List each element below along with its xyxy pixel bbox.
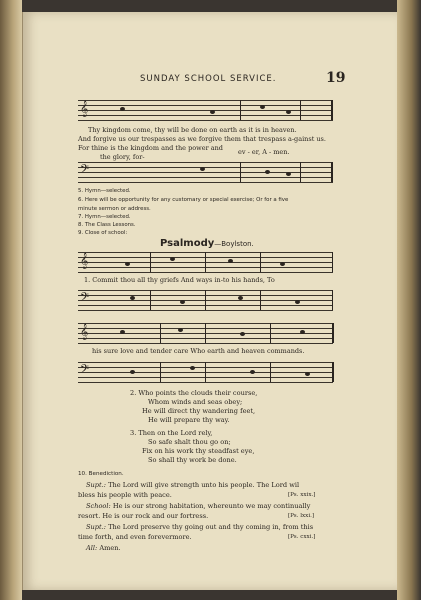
- resp-text: The Lord preserve thy going out and thy coming in, from this: [108, 523, 314, 531]
- hymn-title-main: Psalmody: [160, 238, 215, 249]
- resp-text: time forth, and even forevermore.: [78, 533, 192, 541]
- resp-text: He is our strong habitation, whereunto we may continually: [112, 502, 311, 510]
- resp-line-7: [86, 544, 121, 552]
- speaker: Supt.:: [86, 481, 106, 489]
- order-item-7: 7. Hymn—selected.: [78, 214, 131, 220]
- treble-clef-icon: 𝄞: [80, 101, 89, 117]
- resp-text: Amen.: [99, 544, 121, 552]
- book-spine: [0, 0, 22, 600]
- running-header: SUNDAY SCHOOL SERVICE.: [140, 74, 277, 84]
- verse-2-line-1: 2. Who points the clouds their course,: [130, 389, 258, 397]
- order-item-8: 8. The Class Lessons.: [78, 222, 136, 228]
- verse-2-line-2: Whom winds and seas obey;: [148, 398, 243, 406]
- order-item-5: 5. Hymn—selected.: [78, 188, 131, 194]
- chant-lyric-3: For thine is the kingdom and the power and: [78, 144, 223, 152]
- chant-lyric-4: the glory, for-: [100, 153, 145, 161]
- bass-clef-icon: 𝄢: [80, 363, 90, 379]
- treble-clef-icon: 𝄞: [80, 324, 89, 340]
- hymn-lyric-2: his sure love and tender care Who earth and heaven commands.: [92, 347, 305, 355]
- speaker: Supt.:: [86, 523, 106, 531]
- verse-3-line-2: So safe shalt thou go on;: [148, 438, 231, 446]
- resp-line-5: [86, 523, 313, 531]
- chant-lyric-2: And forgive us our trespasses as we forgive them that trespass a-gainst us.: [78, 135, 326, 143]
- verse-3-line-1: 3. Then on the Lord rely,: [130, 429, 213, 437]
- order-item-9: 9. Close of school:: [78, 230, 128, 236]
- chant-lyric-1: Thy kingdom come, thy will be done on earth as it is in heaven.: [88, 126, 297, 134]
- benediction-heading: 10. Benediction.: [78, 471, 124, 477]
- resp-line-2: [78, 491, 172, 499]
- resp-line-6: [78, 533, 192, 541]
- chant-lyric-end: ev - er, A - men.: [238, 148, 290, 156]
- scripture-ref-1: [Ps. xxix.]: [288, 492, 316, 498]
- verse-2-line-3: He will direct thy wandering feet,: [142, 407, 256, 415]
- verse-3-line-4: So shall thy work be done.: [148, 456, 237, 464]
- speaker: All:: [86, 544, 98, 552]
- hymn-title: [160, 238, 254, 249]
- verse-2-line-4: He will prepare thy way.: [148, 416, 230, 424]
- scripture-ref-3: [Ps. cxxi.]: [288, 534, 316, 540]
- resp-line-3: [86, 502, 310, 510]
- bass-clef-icon: 𝄢: [80, 291, 90, 307]
- resp-text: resort. He is our rock and our fortress.: [78, 512, 209, 520]
- resp-line-1: [86, 481, 299, 489]
- hymn-tune: —Boylston.: [214, 240, 254, 248]
- order-item-6: 6. Here will be opportunity for any customary or special exercise; Or for a five: [78, 197, 289, 203]
- scripture-ref-2: [Ps. lxxi.]: [288, 513, 315, 519]
- page-edge: [397, 0, 421, 600]
- resp-text: bless his people with peace.: [78, 491, 172, 499]
- treble-clef-icon: 𝄞: [80, 253, 89, 269]
- bass-clef-icon: 𝄢: [80, 163, 90, 179]
- speaker: School:: [86, 502, 111, 510]
- resp-text: The Lord will give strength unto his people. The Lord wil: [108, 481, 300, 489]
- order-item-6-cont: minute sermon or address.: [78, 206, 151, 212]
- resp-line-4: [78, 512, 208, 520]
- hymn-lyric-1: 1. Commit thou all thy griefs And ways in-to his hands, To: [84, 276, 275, 284]
- page-number: 19: [326, 70, 346, 86]
- verse-3-line-3: Fix on his work thy steadfast eye,: [142, 447, 255, 455]
